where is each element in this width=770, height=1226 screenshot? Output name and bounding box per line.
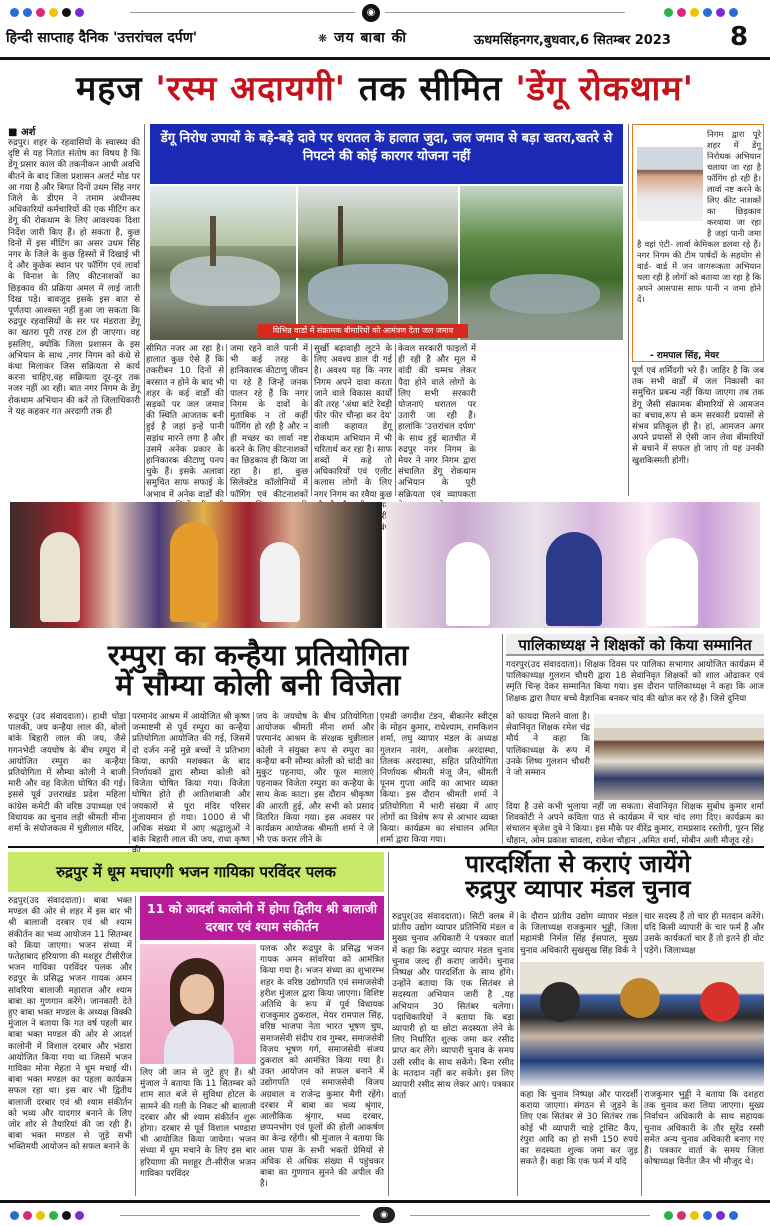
story1-byline: ■ अर्श <box>8 127 36 138</box>
story4-column: पलक और रूद्रपुर के प्रसिद्ध भजन गायक अमन सांवरिया को आमंत्रित किया गया है। भजन संध्या का शुभारम्भ शहर के वरिष्ठ उद्योगपति एवं समाजसेवी हरीश मुंजाल द्वारा किया जाएगा। विशिष्ट अतिथि के रूप में पूर्व विधायक राजकुमार ठुकराल, मेयर रामपाल सिंह, वरिष्ठ भाजपा नेता भारत भूषण चुघ, समाजसेवी संदीप राव गुम्बर, समाजसेवी विजय भूषण गर्ग, समाजसेवी संजय ठुकराल को आमंत्रित किया गया है। उक्त आयोजन को सफल बनाने में उद्योगपति एवं समाजसेवी विजय अग्रवाल व राजेन्द्र कुमार मैगी रहेंगे। दरबार में बाबा का भव्य श्रृंगार, आलौकिक श्रृंगार, भव्य दरबार, छप्पनभोग एवं फूलों की होली आकर्षण का केन्द्र रहेंगी। श्री मुंजाल ने बताया कि आस पास के सभी भक्तों प्रेमियों से अधिक से अधिक संख्या में पहुंचकर बाबा का गुणगान सुनने की अपील की है। <box>260 944 384 1190</box>
column-rule <box>129 712 130 844</box>
column-rule <box>395 344 396 496</box>
story3-headline: पालिकाध्यक्ष ने शिक्षकों को किया सम्मानित <box>506 634 764 656</box>
kanhaiya-event-photo <box>386 502 760 628</box>
story4-banner: 11 को आदर्श कालोनी में होगा द्वितीय श्री बालाजी दरबार एवं श्याम संकीर्तन <box>140 896 384 940</box>
story1-column: रुद्रपुर। शहर के रहवासियों के स्वास्थ्य की दृष्टि से यह नितांत संतोष का विषय है कि डेंगू प्रसार काल की तकनीकन आधी अवधि बीतने के बाद जिला प्रशासन अलर्ट मोड पर आ गया है और बिगत दिनों उधम सिंह नगर जिले के डीएम ने तमाम अधीनस्थ अधिकारियों कर्मचारियों की एक मीटिंग कर डेंगू की रोकथाम के लिए आवश्यक दिशा निर्देश जारी किए हैं। हो सकता है, कुछ दिनों में इस मीटिंग का असर उधम सिंह नगर के जिले के कुछ हिस्सों में दिखाई भी दे और कुछेक स्थान पर फॉगिंग एवं लार्वा के विनाश के लिए कीटनाशकों का छिड़काव की प्रक्रिया अमल में लाई जाती दिख पड़े। बावजूद इसके इस बात से पूर्णतया आश्वस्त नहीं हुआ जा सकता कि रुद्रपुर रहवासियों के सर पर मंडराता डेंगू का खतरा पूरी तरह टल ही जाएगा। वह इसलिए, क्योंकि जिला प्रशासन के इस अभियान के साथ ,नगर निगम को कंधे से कंधा मिलाकर जिस सक्रियता से कार्य करना चाहिए,वह सक्रियता दूर-दूर तक नजर नहीं आ रही। बात नगर निगम के डेंगू रोकथाम अभियान की करें तो जिलाधिकारी ने यह कहकर गत अरदागी तक ही <box>8 138 140 417</box>
story2-column: जय के जयघोष के बीच प्रतियोगिता आयोजक श्रीमती मीना शर्मा और परमानंद आश्रम के संरक्षक चुन्नीलाल कोली ने संयुक्त रूप से रम्पुरा का कन्हैया बनी सौम्या कोली को चांदी का मुकुट पहनाया, और फूल मालाएं पहनाकर विजेता रम्पुरा का कन्हैया के साथ केक काटा। इस दौरान श्रीकृष्ण की आरती हुई, और सभी को प्रसाद वितरित किया गया। इस अवसर पर कार्यक्रम आयोजक श्रीमती शर्मा ने जे भी एक करार लीने के <box>256 712 374 846</box>
column-rule <box>388 852 389 1196</box>
story1-headline: महज 'रस्म अदायगी' तक सीमित 'डेंगू रोकथाम' <box>75 69 695 109</box>
story1-column: सुर्खी बढ़ावाही लूटने के लिए अवश्य डाल दी गई है। अवश्य यह कि नगर निगम अपने दावा करता जाने वाले विकास कार्यों की तरह 'अंधा बांटे रेवड़ी फीर फीर चौन्हा कर देय' वाली कहावत डेंगू रोकथाम अभियान में भी चरितार्थ कर रहा है। साफ शब्दों में कहे तो अधिकारियों एवं एलीट कलास लोगों के लिए नगर निगम का रवैया कुछ जनता गरीब संबंधी <box>314 344 392 534</box>
paper-name: हिन्दी साप्ताह दैनिक 'उत्तरांचल दर्पण' <box>6 30 198 46</box>
center-logo-icon: ◉ <box>362 4 380 22</box>
column-rule <box>311 344 312 496</box>
dot-strip-right <box>664 1211 738 1220</box>
column-rule <box>144 124 145 496</box>
story5-column: के दौरान प्रांतीय उद्योग व्यापार मंडल के जिलाध्यक्ष राजकुमार भुड्डी, जिला महामंत्री निर्मल सिंह ईसपाल, मुख्य चुनाव अधिकारी सुखसुख सिंह विर्क ने <box>520 912 638 956</box>
section-rule <box>8 846 764 848</box>
masthead-rule <box>130 12 355 13</box>
page-footer <box>0 1200 770 1226</box>
story4-headline: रुद्रपुर में धूम मचाएगी भजन गायिका परविंदर पलक <box>8 852 384 892</box>
dot-strip-left <box>10 1211 84 1220</box>
masthead <box>0 0 770 60</box>
column-rule <box>135 896 136 1196</box>
story4-column: लिए जी जान से जुटे हुए हैं। श्री मुंजाल ने बताया कि 11 सितम्बर को शाम सात बजे से सुविधा होटल के सामने की गली के निकट श्री बालाजी दरबार और श्री श्याम संकीर्तन शुरू होगा। दरबार से पूर्व विशाल भण्डारा भी आयोजित किया जायेगा। भजन संध्या में धूम मचाने के लिए इस बार हरियाणा की मशहूर टी-सीरीज भजन गायिका परविंदर <box>140 1068 256 1179</box>
story2-column: परमानंद आश्रम में आयोजित श्री कृष्ण जन्माष्टमी से पूर्व रम्पुरा का कन्हैया प्रतियोगिता आयोजित की गई, जिसमें दो दर्जन नन्हें मुन्ने बच्चों ने प्रतिभाग किया, काफी मशक्कत के बाद निर्णायकों द्वारा सौम्या कोली को विजेता घोषित किया गया। विजेता घोषित होते ही आतिशबाजी और जयकारों से पूरा मंदिर परिसर गुंजायमान हो गया। 1000 से भी अधिक संख्या में आए श्रद्धालुओं ने बांके बिहारी लाल की जय, राधा कृष्ण <box>132 712 250 846</box>
column-rule <box>641 1090 642 1196</box>
center-logo-icon: ◉ <box>373 1207 395 1223</box>
story2-column: एमडी जगदीश टंडन, बीकानेर स्वीट्स के मोहन कुमार, राधेश्याम, रामकिशन शर्मा, लघु व्यापार मंडल के अध्यक्ष गुलशन नारंग, अशोक अरदास्था, तिलक अरदास्था, सहित प्रतियोगिता निर्णायक श्रीमती मंजू जैन, श्रीमती पूनम गुप्ता आदि का आभार व्यक्त किया। इस दौरान श्रीमती शर्मा ने प्रतियोगिता में भारी संख्या में आए लोगों का विशेष रूप से आभार व्यक्त किया। कार्यक्रम का संचालन अमित शर्मा द्वारा किया गया। <box>380 712 498 846</box>
story5-column: चार सदस्य हैं तो चार ही मतदान करेंगे। यदि किसी व्यापारी के चार फर्म हैं और उसके कार्यकर्ता चार हैं तो इतने ही वोट पड़ेंगे। जिलाध्यक्ष <box>644 912 764 956</box>
waterlogging-photo <box>298 186 458 340</box>
column-rule <box>641 912 642 958</box>
story3-tail: दिया है उसे कभी भुलाया नहीं जा सकता। सेवानिवृत शिक्षक सुबोध कुमार शर्मा शिवकोटी ने अपने कविता पाठ से कार्यक्रम में चार चांद लगा दिए। कार्यक्रम का संचालन बृजेश दुबे ने किया। इस मौके पर वीरेंद्र कुमार, रामप्रसाद रस्तोगी, पूरन सिंह चौहान, ओम प्रकाश चावला, राकेश चौहान ,अमित शर्मा, मोबीन अली मौजूद रहे। <box>506 802 764 846</box>
dateline: ऊधमसिंहनगर,बुधवार,6 सितम्बर 2023 <box>474 33 671 48</box>
column-rule <box>377 712 378 844</box>
story3-column: को फायदा मिलने वाला है। सेवानिवृत शिक्षक रमेश चंद्र मौर्य ने कहा कि पालिकाध्यक्ष के रूप में उनके शिष्य गुलशन चौधरी ने जो सम्मान <box>506 712 590 779</box>
story5-headline: पारदर्शिता से कराएं जायेंगे रुद्रपुर व्यापार मंडल चुनाव <box>465 850 691 904</box>
waterlogging-photo <box>150 186 296 340</box>
column-rule <box>517 912 518 1196</box>
story2-headline: रम्पुरा का कन्हैया प्रतियोगिता में सौम्या कोली बनी विजेता <box>107 638 409 703</box>
story1-column: जमा रहने वाले पानी में भी कई तरह के हानिकारक कीटाणु जीवन पा रहे हैं जिन्हें जनक पालन रहे हैं कि नगर निगम के दावों के मुताबिक न तो कहीं फॉगिंग हो रही है और न ही मच्छर का लार्वा नष्ट करने के लिए कीटनाशकों का छिड़काव ही किया जा रहा है। हां, कुछ सिलेक्टेड कॉलोनियों में फॉगिंग एवं कीटनाशकों <box>230 344 308 500</box>
column-rule <box>253 712 254 844</box>
press-conference-photo <box>520 962 764 1086</box>
story1-column: केवल सरकारी फाइलों में ही रही है और मूल में वांदी की चम्मच लेकर पैदा होने वाले लोगों के लिए सभी सरकारी योजनाएं धरातल पर उतारी जा रही हैं। हालांकि 'उत्तरांचल दर्पण' के साथ हुई बातचीत में रुद्रपुर नगर निगम के मेयर ने नगर निगम द्वारा संचालित डेंगू रोकथाम अभियान के पूरी सक्रियता एवं व्यापकता <box>398 344 476 500</box>
dot-strip-right <box>664 8 738 17</box>
story5-column: राजकुमार भुड्डी ने बताया कि दशहरा तक चुनाव करा लिया जाएगा। मुख्य निर्वाचन अधिकारी के साथ सहायक चुनाव अधिकारी के तौर सुरेंद्र रस्सी समेत अन्य चुनाव अधिकारी बनाए गए हैं। पत्रकार वार्ता के समय जिला कोषाध्यक्ष विनीत जैन भी मौजूद थे। <box>644 1090 764 1168</box>
mayor-quote-box <box>632 124 764 362</box>
story2-column: रूद्रपुर (उद संवाददाता)। हाथी घोड़ा पालकी, जय कन्हैया लाल की, बोलो बांके बिहारी लाल की जय, जैसे गगनभेदी जयघोष के बीच रम्पुरा में आयोजित रम्पुरा का कन्हैया प्रतियोगिता में सौम्या कोली ने बाजी मारी और वह विजेता घोषित की गई। इससे पूर्व उत्तराखंड प्रदेश महिला कांग्रेस कमेटी की वरिष्ठ उपाध्यक्ष एवं विधायक का चुनाव लड़ी श्रीमती मीना शर्मा के संयोजकत्व में चुन्नीलाल मंदिर, <box>8 712 126 835</box>
kanhaiya-event-photo <box>10 502 382 628</box>
story3-lead: गदरपुर(उद संवाददाता)। शिक्षक दिवस पर पालिका सभागार आयोजित कार्यक्रम में पालिकाध्यक्ष गुलशन चौधरी द्वारा 18 सेवानिवृत शिक्षकों को शाल ओढाकर एवं स्मृति चिन्ह देकर सम्मानित किया गया। इस दौरान पालिकाध्यक्ष ने कहा कि आज शिक्षक द्वारा तैयार बच्चे वैज्ञानिक बनकर चांद की खोज कर रहे हैं। जिसे दुनिया <box>506 660 764 704</box>
photo-caption: विभिन्न वार्डो में संक्रामक बीमारियों को आमंत्रण देता जल जमाव <box>258 324 468 338</box>
story1-column: सीमित नजर आ रहा है। हालात कुछ ऐसे हैं कि तकरीबन 10 दिनों से बरसात न होने के बाद भी शहर के कई वार्डों की सड़कों पर जल जमाव की स्थिति आजतक बनी हुई है जहां इन्हें पानी सड़ांध मारने लगा है और उसमें अनेक प्रकार के हानिकारक कीटाणु पनप चुके हैं। इसके अलावा समुचित साफ सफाई के अभाव में अनेक वार्डों की <box>146 344 224 500</box>
story4-column: रुद्रपुर(उद संवाददाता)। बाबा भक्त मण्डल की ओर से शहर में इस बार भी श्री बालाजी दरबार एवं श्री श्याम संकीर्तन का भव्य आयोजन 11 सितम्बर को किया जाएगा। भजन संध्या में फतेहाबाद हरियाणा की मशहूर टीसीरीज भजन गायिका परविंदर पलक और रुद्रपुर के प्रसिद्ध भजन गायक अमन सांवरिया बालाजी महाराज और श्याम बाबा का गुणगान करेंगे। जानकारी देते हुए बाबा भक्त मण्डल के अध्यक्ष विक्की मुंजाल ने बताया कि गत वर्ष पहली बार बाबा भक्त मण्डल की ओर से आदर्श कालोनी में विशाल दरबार और भंडारा आयोजित किया गया था जिसमें भजन गायिका मोना मेहता ने धूम मचाई थी। बाबा भक्त मण्डल का पहला कार्यक्रम सफल रहा था। इस बार भी द्वितीय बालाजी दरबार एवं श्री श्याम संकीर्तन को भव्य और यादगार बनाने के लिए जोर शोर से तैयारियां की जा रही हैं। बाबा भक्त मण्डल से जुड़े सभी भक्तिमयी आयोजन को सफल बनाने के <box>8 896 132 1153</box>
column-rule <box>226 344 227 496</box>
singer-photo <box>140 944 256 1064</box>
story1-banner: डेंगू निरोध उपायों के बड़े-बड़े दावे पर धरातल के हालात जुदा, जल जमाव से बड़ा खतरा,खतरे से निपटने की कोई कारगर योजना नहीं <box>150 124 623 184</box>
footer-rule <box>410 1215 650 1216</box>
dot-strip-left <box>10 8 84 17</box>
page-number: 8 <box>730 22 749 52</box>
story1-column: पूर्ण एवं शर्मिंदगी भरे हैं। जाहिर है कि जब तक सभी वार्डों में जल निकासी का समुचित प्रबन्ध नहीं किया जाएगा तब तक डेंगू जैसी संक्रामक बीमारियों से आमजन का बचाव,रूप से कम सरकारी प्रयासों से संभव प्रतिकूल ही है। हां, आमजन अगर अपने प्रयासों से ऐसी जान लेवा बीमारियों से बचाने में सफल हो जाए तो यह उनकी खुशकिस्मती होगी। <box>632 366 764 466</box>
column-rule <box>628 124 629 496</box>
mayor-quote: निगम द्वारा पूरे शहर में डेंगू निरोधक अभियान चलाया जा रहा है फॉगिंग हो रही है। लार्वा नष्ट करने के लिए कीट नाशकों का छिड़काव करवाया जा रहा है जहां पानी जमा है वहां एंटी- लार्वा केमिकल डलवा रहे हैं। नगर निगम की टीम पार्षदों के सहयोग से वार्ड- वार्ड में जन जागरूकता अभियान चला रही है लोगों को बताया जा रहा है कि अपने आसपास साफ पानी न जमा होने दें। <box>637 129 762 304</box>
footer-rule <box>120 1215 360 1216</box>
column-rule <box>502 634 503 844</box>
waterlogging-photo <box>460 186 623 340</box>
teachers-felicitation-photo <box>594 714 764 800</box>
quote-author: - रामपाल सिंह, मेयर <box>648 348 721 361</box>
masthead-rule <box>385 12 625 13</box>
paper-motto: ❋ जय बाबा की <box>318 30 407 46</box>
story5-column: कहा कि चुनाव निष्पक्ष और पारदर्शी कराया जाएगा। संगठन से जुड़ने के लिए एक सितंबर से 30 सितंबर तक कोई भी व्यापारी चाहे ट्रांसिट कैंप, रंपुरा आदि का हो सभी 150 रुपये का सदस्यता शुल्क जमा कर जुड़ सकते हैं। कहा कि एक फर्म में यदि <box>520 1090 638 1168</box>
story5-column: रुद्रपुर(उद संवाददाता)। सिटी क्लब में प्रांतीय उद्योग व्यापार प्रतिनिधि मंडल व मुख्य चुनाव अधिकारी ने पत्रकार वार्ता में कहा कि रुद्रपुर व्यापार मंडल चुनाव चुनाव जल्द ही कराए जायेंगे। चुनाव निष्पक्ष और पारदर्शिता के साथ होंगे। उन्होंने बताया कि एक सितंबर से सदस्यता अभियान जारी है ,यह अभियान 30 सितंबर चलेगा। पदाधिकारियों ने बताया कि बड़ा व्यापारी हो या छोटा सदस्यता लेने के लिए निर्धारित शुल्क जमा कर रसीद प्राप्त कर लेंगे। व्यापारी चुनाव के समय उसी रसीद के साथ सकेंगे। बिना रसीद के मतदान नहीं कर सकेंगे। इस लिए व्यापारी रसीद साथ लेकर आएं। पत्रकार वार्ता <box>392 912 514 1102</box>
